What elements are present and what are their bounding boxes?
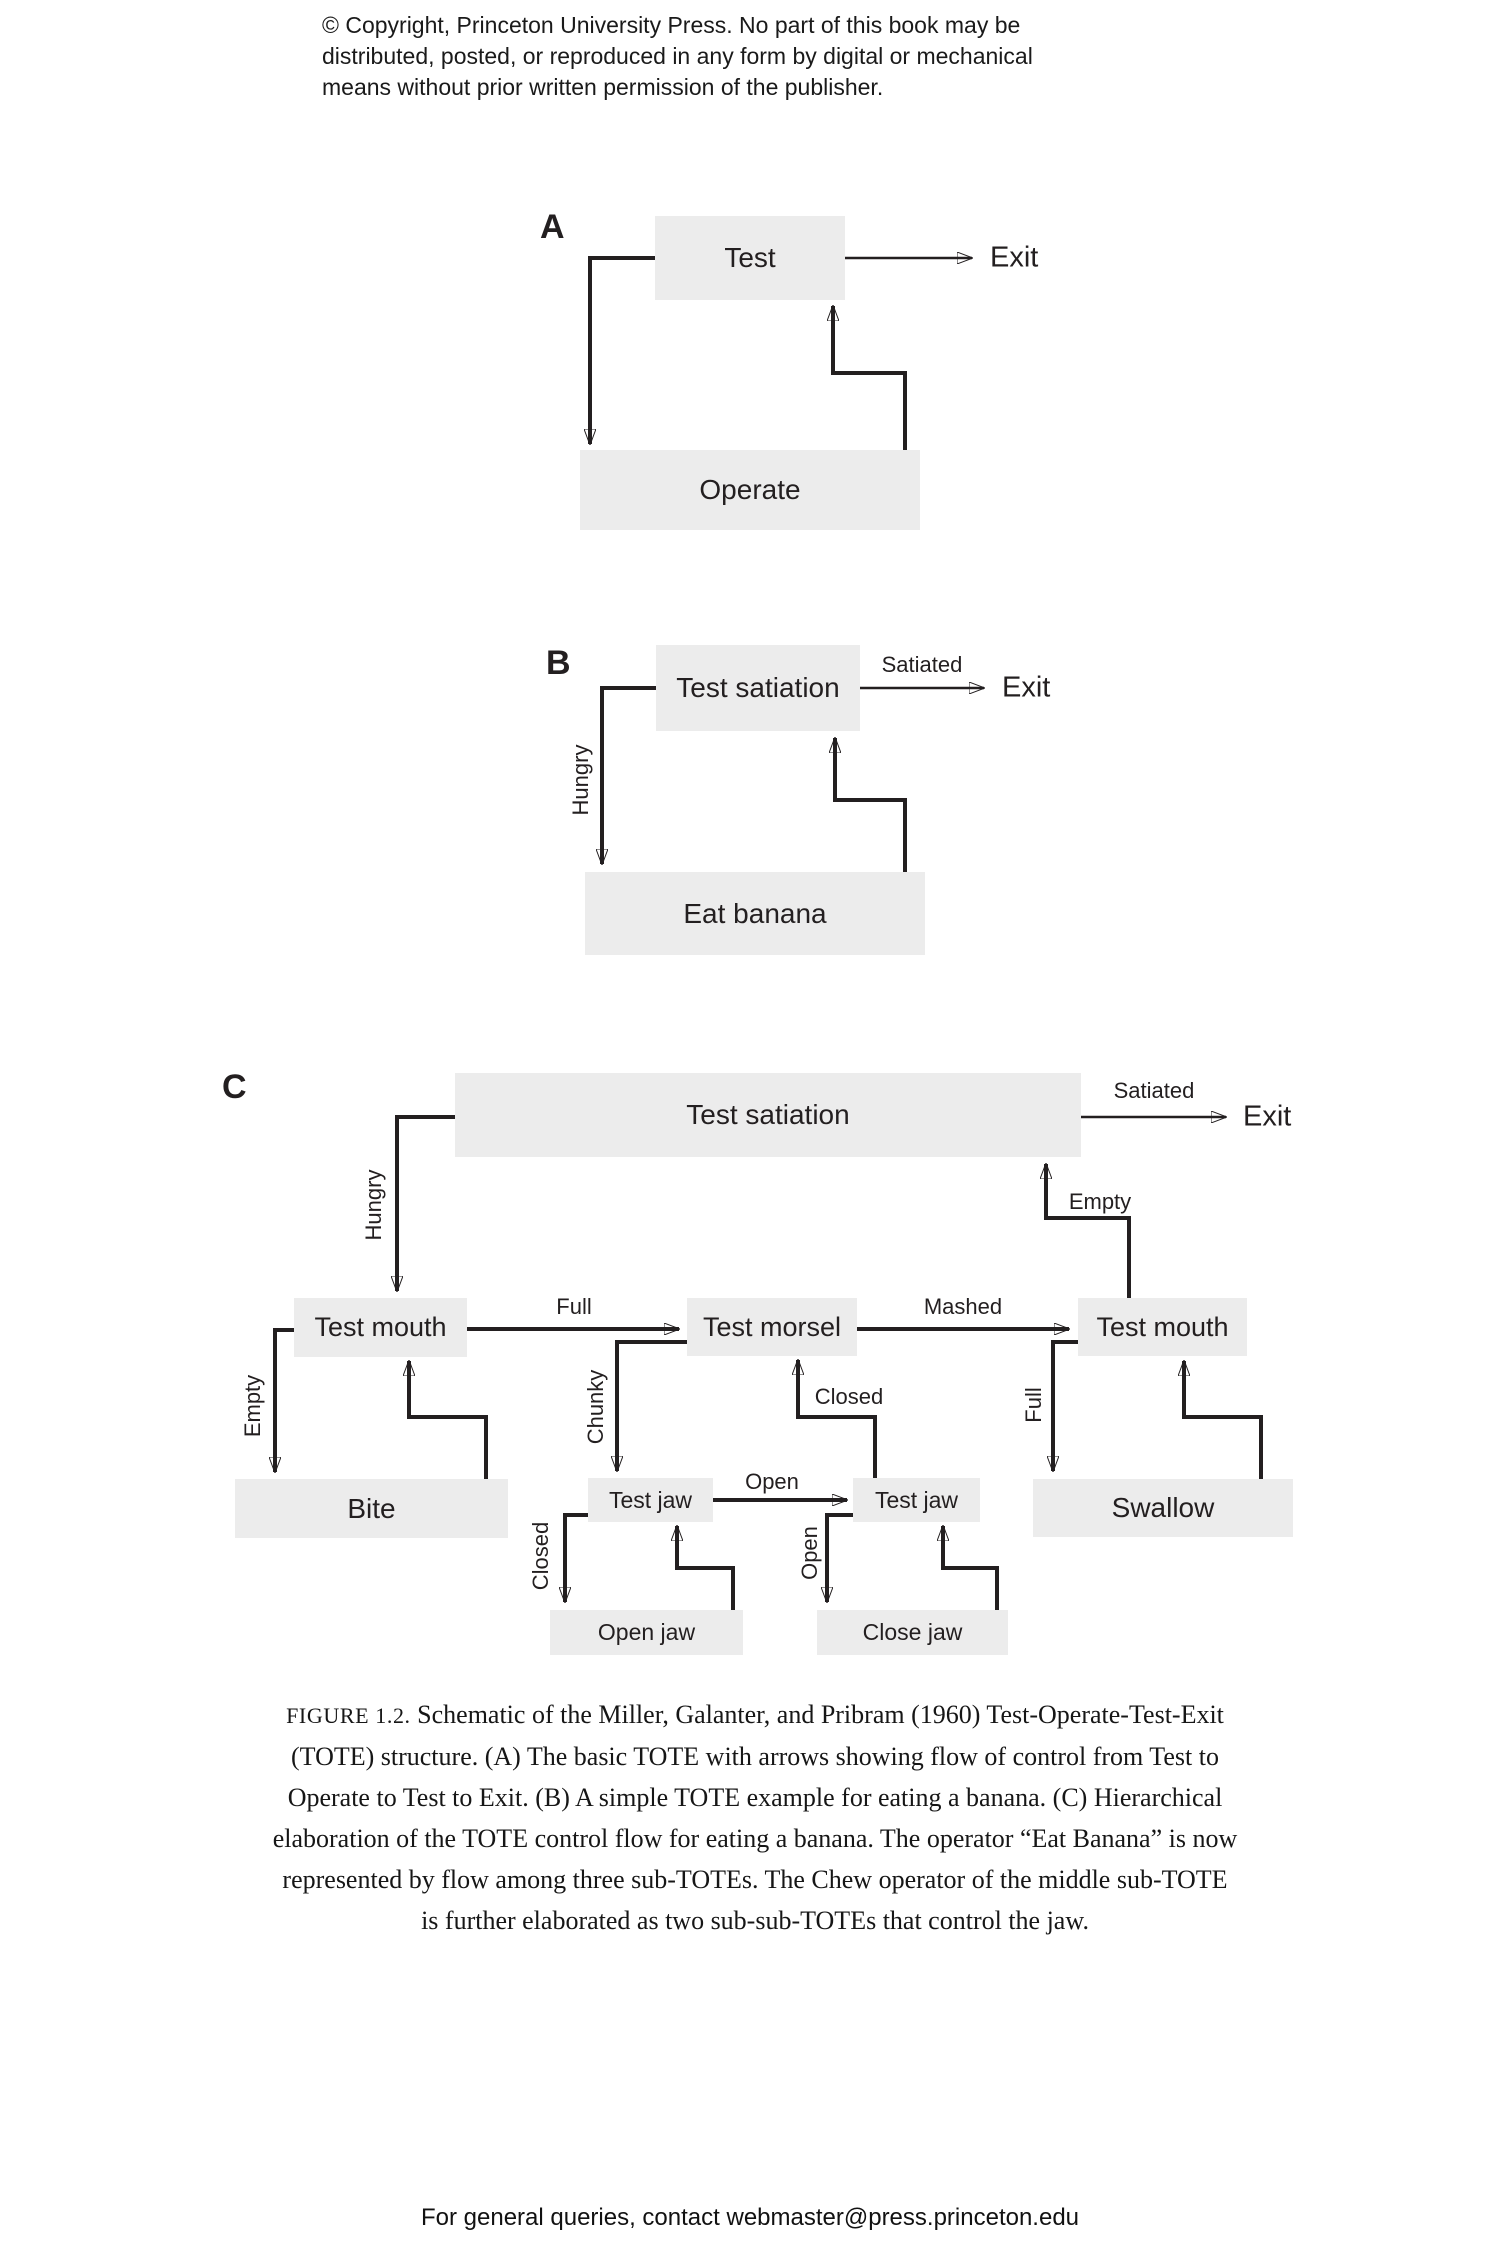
copyright-line-1: © Copyright, Princeton University Press. No part of this book may be bbox=[322, 12, 1021, 38]
a-operate-to-test-arrow bbox=[833, 306, 905, 450]
b-eat-banana-box: Eat banana bbox=[585, 872, 925, 955]
c-empty-up-label: Empty bbox=[1068, 1189, 1132, 1214]
c-chunky-arrow bbox=[617, 1342, 687, 1471]
b-hungry-label: Hungry bbox=[568, 744, 593, 816]
caption-line-2: (TOTE) structure. (A) The basic TOTE with arrows showing flow of control from Test to bbox=[291, 1742, 1219, 1771]
c-full-down-arrow bbox=[1053, 1342, 1078, 1471]
c-full-label: Full bbox=[556, 1294, 592, 1319]
diagram-a-label: A bbox=[540, 208, 565, 246]
c-test-mouth-right-box: Test mouth bbox=[1078, 1298, 1247, 1356]
diagram-b-label: B bbox=[546, 644, 571, 682]
caption-line-1-text: Schematic of the Miller, Galanter, and Pribram (1960) Test-Operate-Test-Exit bbox=[410, 1700, 1224, 1729]
c-closejaw-return-arrow bbox=[943, 1526, 997, 1610]
c-empty-down-arrow bbox=[275, 1330, 294, 1472]
c-bite-box: Bite bbox=[235, 1479, 508, 1538]
c-full-right-label: Full bbox=[1021, 1387, 1046, 1423]
caption-figure-number: FIGURE 1.2. bbox=[286, 1703, 411, 1728]
c-empty-up-arrow bbox=[1046, 1164, 1132, 1298]
diagram-c-label: C bbox=[222, 1068, 247, 1106]
a-test-to-operate-arrow bbox=[590, 258, 655, 444]
caption-line-1 bbox=[125, 1694, 1385, 1736]
b-satiated-label: Satiated bbox=[881, 652, 963, 677]
c-test-mouth-left-box: Test mouth bbox=[294, 1298, 467, 1357]
c-bite-return-arrow bbox=[409, 1361, 486, 1479]
caption-line-4: elaboration of the TOTE control flow for eating a banana. The operator “Eat Banana” is now bbox=[272, 1824, 1238, 1853]
c-hungry-label: Hungry bbox=[361, 1169, 386, 1241]
c-open-left-label: Open bbox=[797, 1526, 822, 1580]
c-close-jaw-box: Close jaw bbox=[817, 1610, 1008, 1655]
a-exit-label: Exit bbox=[990, 241, 1039, 274]
copyright-line-3: means without prior written permission of the publisher. bbox=[322, 74, 884, 100]
c-exit-label: Exit bbox=[1243, 1100, 1292, 1133]
c-empty-left-label: Empty bbox=[240, 1374, 265, 1438]
c-closed-left-label: Closed bbox=[528, 1521, 553, 1591]
b-return-arrow bbox=[835, 738, 905, 872]
figure-caption bbox=[125, 1694, 1385, 1941]
c-test-jaw-right-box: Test jaw bbox=[853, 1478, 980, 1522]
c-test-satiation-box: Test satiation bbox=[455, 1073, 1081, 1157]
caption-line-3: Operate to Test to Exit. (B) A simple TOTE example for eating a banana. (C) Hierarchical bbox=[287, 1783, 1223, 1812]
caption-line-5: represented by flow among three sub-TOTEs. The Chew operator of the middle sub-TOTE bbox=[282, 1865, 1228, 1894]
c-test-morsel-box: Test morsel bbox=[687, 1298, 857, 1356]
b-test-satiation-box: Test satiation bbox=[656, 645, 860, 731]
c-closed-down-arrow bbox=[565, 1515, 588, 1602]
copyright-line-2: distributed, posted, or reproduced in any form by digital or mechanical bbox=[322, 43, 1033, 69]
c-closed-up-arrow bbox=[798, 1360, 875, 1478]
a-operate-box: Operate bbox=[580, 450, 920, 530]
c-open-top-label: Open bbox=[745, 1469, 799, 1494]
c-chunky-label: Chunky bbox=[583, 1369, 608, 1445]
footer-contact: For general queries, contact webmaster@press.princeton.edu bbox=[420, 2204, 1080, 2231]
c-swallow-box: Swallow bbox=[1033, 1479, 1293, 1537]
c-swallow-return-arrow bbox=[1184, 1361, 1261, 1479]
c-open-down-arrow bbox=[827, 1515, 853, 1602]
c-test-jaw-left-box: Test jaw bbox=[588, 1478, 713, 1522]
c-openjaw-return-arrow bbox=[677, 1526, 733, 1610]
copyright-notice bbox=[322, 10, 1033, 103]
c-hungry-arrow bbox=[397, 1117, 455, 1291]
c-closed-up-label: Closed bbox=[814, 1384, 884, 1409]
c-open-jaw-box: Open jaw bbox=[550, 1610, 743, 1655]
caption-line-6: is further elaborated as two sub-sub-TOTEs that control the jaw. bbox=[421, 1906, 1089, 1935]
c-satiated-label: Satiated bbox=[1113, 1078, 1195, 1103]
b-hungry-arrow bbox=[602, 688, 656, 864]
c-mashed-label: Mashed bbox=[923, 1294, 1003, 1319]
a-test-box: Test bbox=[655, 216, 845, 300]
b-exit-label: Exit bbox=[1002, 671, 1051, 704]
